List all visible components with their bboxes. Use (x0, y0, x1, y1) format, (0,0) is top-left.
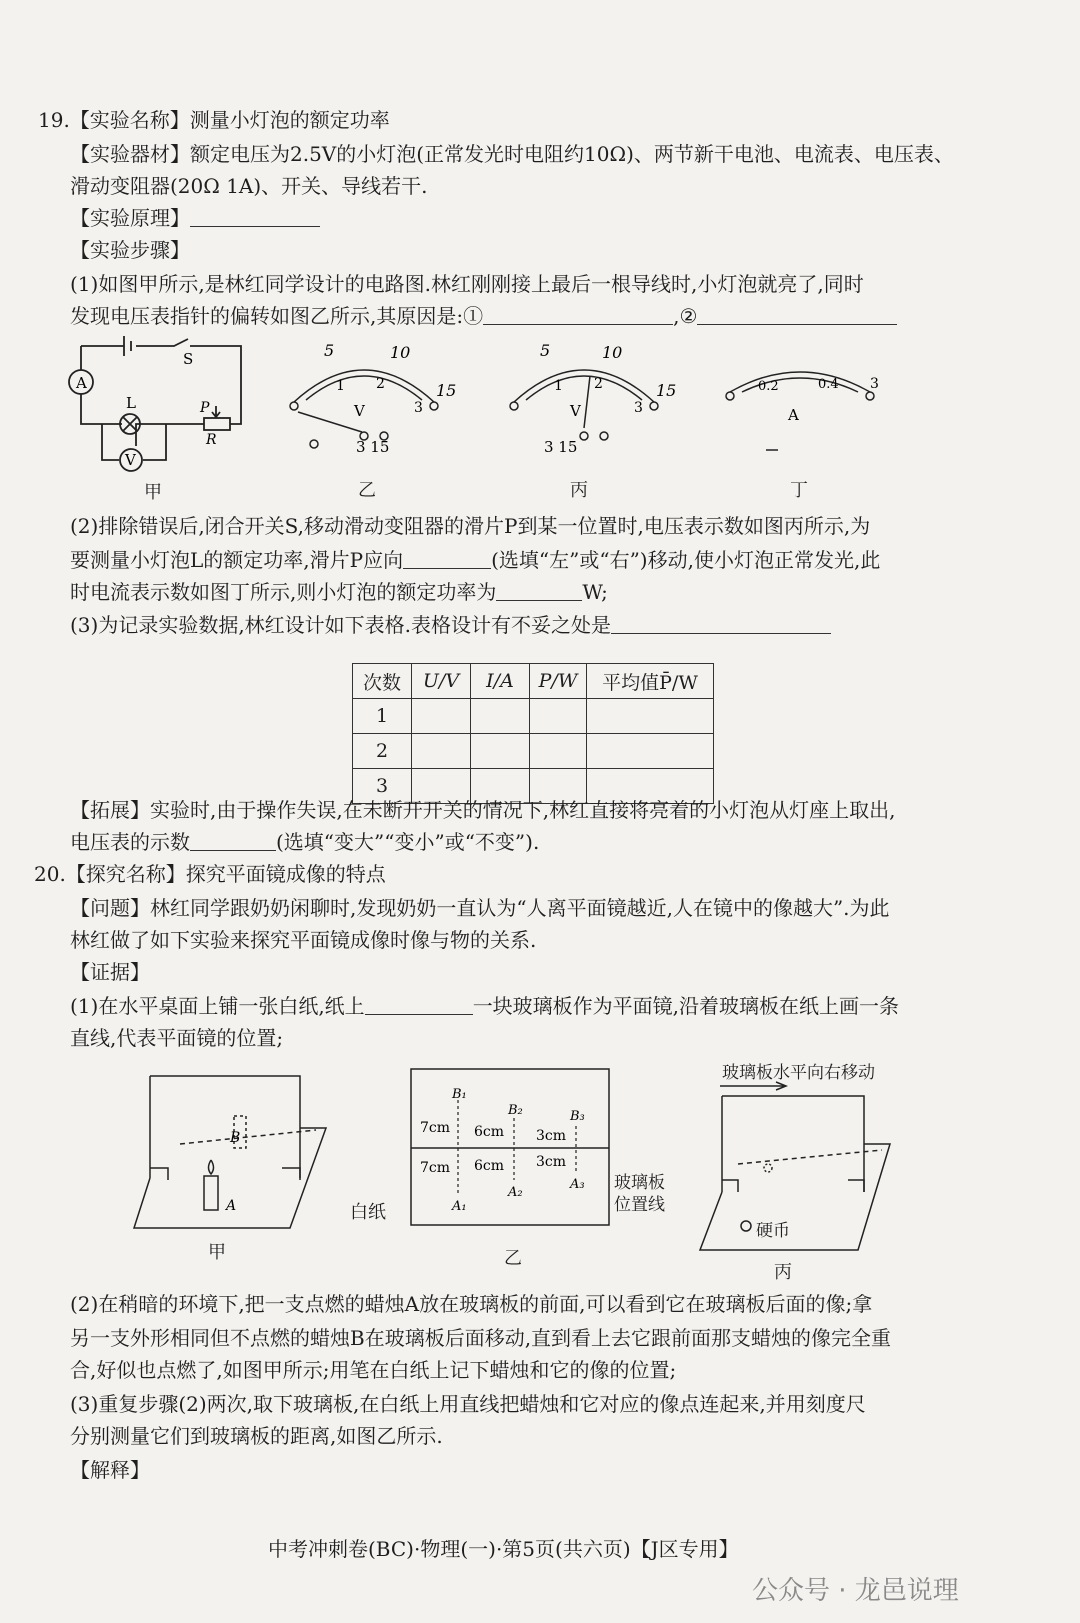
table-header: I/A (471, 664, 530, 699)
table-cell: 3 (353, 769, 412, 804)
voltmeter-yi-unit: V (354, 402, 365, 420)
voltmeter-yi-tick-15: 15 (436, 381, 457, 400)
voltmeter-bing-tick-2: 2 (594, 376, 603, 392)
table-cell (587, 734, 714, 769)
glass-line-label: 玻璃板位置线 (614, 1173, 665, 1215)
q19-step2-text-a: 要测量小灯泡L的额定功率,滑片P应向 (70, 548, 404, 572)
voltmeter-bing-tick-1: 1 (554, 378, 563, 394)
paper-dist-upper: 6cm (474, 1124, 505, 1140)
voltmeter-bing (484, 340, 684, 470)
q19-step2-cont2 (70, 578, 608, 606)
mirror-jia-candle-a: A (226, 1198, 237, 1214)
paper-dist-upper: 3cm (536, 1128, 567, 1144)
mirror-setup-jia (130, 1068, 340, 1248)
data-table (352, 663, 714, 804)
paper-label: 白纸 (350, 1202, 386, 1223)
fig-20-caption-3: 丙 (774, 1262, 792, 1283)
circuit-rheostat-label: R (206, 432, 217, 448)
q19-step2-text-b: (选填“左”或“右”)移动,使小灯泡正常发光,此 (491, 548, 881, 572)
table-cell (587, 699, 714, 734)
voltmeter-yi-tick-3: 3 (414, 400, 423, 416)
table-cell (412, 734, 471, 769)
q19-blank-table (611, 613, 831, 634)
table-cell (471, 699, 530, 734)
q20-step2-cont: 另一支外形相同但不点燃的蜡烛B在玻璃板后面移动,直到看上去它跟前面那支蜡烛的像完全重 (70, 1326, 892, 1350)
q20-title: 20.【探究名称】探究平面镜成像的特点 (34, 862, 386, 886)
q20-step3-cont: 分别测量它们到玻璃板的距离,如图乙所示. (70, 1424, 443, 1448)
q20-step3: (3)重复步骤(2)两次,取下玻璃板,在白纸上用直线把蜡烛和它对应的像点连起来,并用刻度尺 (70, 1392, 866, 1416)
q19-principle-label: 【实验原理】 (70, 206, 190, 230)
q19-equipment-cont: 滑动变阻器(20Ω 1A)、开关、导线若干. (70, 174, 428, 198)
q19-step2-cont (70, 546, 880, 574)
fig-20-caption-1: 甲 (208, 1242, 226, 1263)
table-cell (412, 699, 471, 734)
circuit-slider-label: P (200, 400, 210, 416)
voltmeter-bing-tick-10: 10 (602, 343, 623, 362)
ammeter-ding (700, 340, 900, 470)
paper-point-a2: A₂ (508, 1185, 523, 1200)
circuit-voltmeter-label: V (125, 451, 136, 469)
q20-explain: 【解释】 (70, 1458, 150, 1482)
q19-extension-text-b: (选填“变大”“变小”或“不变”). (276, 830, 540, 854)
voltmeter-yi-tick-10: 10 (390, 343, 411, 362)
q19-blank-1 (483, 304, 673, 325)
q19-blank-2 (697, 304, 897, 325)
voltmeter-bing-tick-5: 5 (540, 341, 551, 360)
page-footer: 中考冲刺卷(BC)·物理(一)·第5页(共六页)【J区专用】 (268, 1537, 739, 1561)
paper-point-b1: B₁ (452, 1087, 467, 1102)
q19-blank-direction (403, 548, 491, 569)
q19-step1: (1)如图甲所示,是林红同学设计的电路图.林红刚刚接上最后一根导线时,小灯泡就亮了,同时 (70, 272, 864, 296)
q19-blank-power (496, 580, 582, 601)
q19-equipment: 【实验器材】额定电压为2.5V的小灯泡(正常发光时电阻约10Ω)、两节新干电池、电流表、电压表、 (70, 142, 954, 166)
paper-point-a1: A₁ (452, 1199, 467, 1214)
q19-steps: 【实验步骤】 (70, 238, 190, 262)
q20-question-cont: 林红做了如下实验来探究平面镜成像时像与物的关系. (70, 928, 537, 952)
q20-step1-cont: 直线,代表平面镜的位置; (70, 1026, 284, 1050)
table-header-row (353, 664, 714, 699)
paper-dist-lower: 3cm (536, 1154, 567, 1170)
coin-label: 硬币 (756, 1221, 790, 1241)
voltmeter-yi-tick-5: 5 (324, 341, 335, 360)
paper-point-b2: B₂ (508, 1103, 523, 1118)
q19-step2-text-c: 时电流表示数如图丁所示,则小灯泡的额定功率为 (70, 580, 497, 604)
paper-point-b3: B₃ (570, 1109, 585, 1124)
table-cell (471, 734, 530, 769)
q19-principle (70, 204, 320, 232)
paper-dist-upper: 7cm (420, 1120, 451, 1136)
voltmeter-yi-terminals: 3 15 (356, 438, 390, 456)
q19-step3-text: (3)为记录实验数据,林红设计如下表格.表格设计有不妥之处是 (70, 613, 612, 637)
paper-point-a3: A₃ (570, 1177, 585, 1192)
voltmeter-yi (264, 340, 464, 470)
q20-step1 (70, 992, 899, 1020)
q19-step1-cont (70, 302, 897, 330)
voltmeter-bing-unit: V (570, 402, 581, 420)
fig-19-caption-3: 丙 (570, 480, 588, 501)
voltmeter-bing-tick-3: 3 (634, 400, 643, 416)
table-header: U/V (412, 664, 471, 699)
fig-19-caption-2: 乙 (358, 480, 376, 501)
fig-19-caption-4: 丁 (790, 480, 808, 501)
circuit-lamp-label: L (126, 394, 136, 412)
mirror-jia-candle-b: B (230, 1130, 241, 1146)
voltmeter-yi-tick-1: 1 (336, 378, 345, 394)
glass-move-label: 玻璃板水平向右移动 (722, 1063, 875, 1083)
q19-step1-text-a: 发现电压表指针的偏转如图乙所示,其原因是:① (70, 304, 484, 328)
ammeter-ding-tick-3: 3 (870, 376, 879, 392)
mirror-setup-bing (690, 1080, 900, 1260)
ammeter-ding-tick-04: 0.4 (818, 377, 839, 392)
q19-step2: (2)排除错误后,闭合开关S,移动滑动变阻器的滑片P到某一位置时,电压表示数如图丙所示,为 (70, 514, 871, 538)
watermark: 公众号 · 龙邑说理 (752, 1576, 959, 1606)
table-header: 平均值P̄/W (587, 664, 714, 699)
q20-blank-place (365, 994, 473, 1015)
voltmeter-bing-terminals: 3 15 (544, 438, 578, 456)
table-cell: 1 (353, 699, 412, 734)
q19-extension: 【拓展】实验时,由于操作失误,在未断开开关的情况下,林红直接将亮着的小灯泡从灯座上取出, (70, 798, 896, 822)
paper-diagram-yi (410, 1068, 610, 1228)
q19-principle-blank (190, 206, 320, 227)
table-header: P/W (530, 664, 587, 699)
q20-step1-text-b: 一块玻璃板作为平面镜,沿着玻璃板在纸上画一条 (472, 994, 900, 1018)
voltmeter-yi-tick-2: 2 (376, 376, 385, 392)
q19-step2-text-d: W; (582, 580, 608, 604)
ammeter-ding-tick-02: 0.2 (758, 379, 779, 394)
table-cell (530, 734, 587, 769)
ammeter-ding-unit: A (788, 406, 799, 424)
table-cell: 2 (353, 734, 412, 769)
circuit-diagram (66, 336, 246, 476)
paper-dist-lower: 7cm (420, 1160, 451, 1176)
voltmeter-bing-tick-15: 15 (656, 381, 677, 400)
q19-extension-text-a: 电压表的示数 (70, 830, 190, 854)
q20-step2: (2)在稍暗的环境下,把一支点燃的蜡烛A放在玻璃板的前面,可以看到它在玻璃板后面的像;拿 (70, 1292, 873, 1316)
q19-extension-cont (70, 828, 539, 856)
q19-step1-text-b: ,② (673, 304, 698, 328)
q20-step1-text-a: (1)在水平桌面上铺一张白纸,纸上 (70, 994, 365, 1018)
q20-evidence: 【证据】 (70, 960, 150, 984)
table-cell (530, 699, 587, 734)
q20-question: 【问题】林红同学跟奶奶闲聊时,发现奶奶一直认为“人离平面镜越近,人在镜中的像越大”.为此 (70, 896, 890, 920)
fig-20-caption-2: 乙 (504, 1248, 522, 1269)
table-row (353, 699, 714, 734)
fig-19-caption-1: 甲 (144, 482, 162, 503)
q19-step3 (70, 611, 831, 639)
circuit-switch-label: S (183, 350, 194, 368)
q19-title: 19.【实验名称】测量小灯泡的额定功率 (38, 108, 390, 132)
table-row (353, 734, 714, 769)
table-header: 次数 (353, 664, 412, 699)
q20-step2-cont2: 合,好似也点燃了,如图甲所示;用笔在白纸上记下蜡烛和它的像的位置; (70, 1358, 677, 1382)
paper-dist-lower: 6cm (474, 1158, 505, 1174)
circuit-ammeter-label: A (76, 374, 87, 392)
q19-blank-voltage (190, 830, 276, 851)
